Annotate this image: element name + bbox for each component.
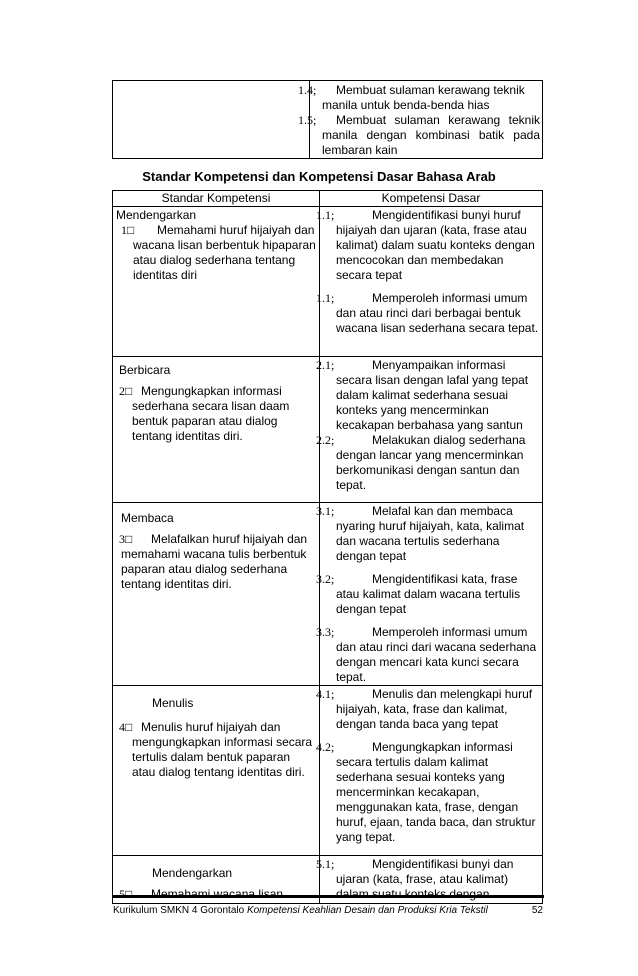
kd-number: 3.1; <box>316 504 335 518</box>
sk-cell <box>113 686 320 856</box>
sk-number: 5□ <box>119 887 133 901</box>
table-header-row <box>113 191 543 207</box>
kd-text: Mengidentifikasi bunyi huruf hijaiyah dan ujaran (kata, frase atau kalimat) dalam suatu konteks dengan mencocokan dan membedakan secara tepat <box>336 208 535 282</box>
kd-number: 1.1; <box>316 291 335 305</box>
kd-number: 2.2; <box>316 433 335 447</box>
sk-item <box>119 720 316 780</box>
competency-table <box>112 190 543 904</box>
sk-item <box>119 532 316 592</box>
kd-item <box>316 208 542 283</box>
kd-text: Melakukan dialog sederhana dengan lancar yang mencerminkan berkomunikasi dengan santun dan tepat. <box>336 433 526 492</box>
kd-number: 3.2; <box>316 572 335 586</box>
continuation-table <box>112 80 543 159</box>
sk-text: Memahami huruf hijaiyah dan wacana lisan berbentuk hipaparan atau dialog sederhana tentang identitas diri <box>133 223 316 282</box>
sk-text: Memahami wacana lisan <box>151 887 284 901</box>
kd-text: Membuat sulaman kerawang teknik manila untuk benda-benda hias <box>322 83 525 112</box>
table-row <box>113 686 543 856</box>
kd-text: Mengidentifikasi bunyi dan ujaran (kata, frase, atau kalimat) dalam suatu konteks dengan <box>336 857 514 901</box>
sk-cell <box>113 207 320 357</box>
table-row <box>113 207 543 357</box>
kd-item <box>316 740 542 845</box>
kd-text: Mengidentifikasi kata, frase atau kalimat dalam wacana tertulis dengan tepat <box>336 572 521 616</box>
sk-heading: Mendengarkan <box>152 866 233 880</box>
kd-number: 3.3; <box>316 625 335 639</box>
empty-cell <box>113 81 310 159</box>
kd-text: Memperoleh informasi umum dan atau rinci dari wacana sederhana dengan mencari kata kunci secara tepat. <box>336 625 537 684</box>
kd-item <box>298 83 542 113</box>
sk-cell <box>113 357 320 503</box>
kd-text: Melafal kan dan membaca nyaring huruf hijaiyah, kata, kalimat dan wacana tertulis sederhana dengan tepat <box>336 504 525 563</box>
table-row <box>113 503 543 686</box>
footer-rule <box>112 895 544 898</box>
sk-cell <box>113 503 320 686</box>
kd-text: Membuat sulaman kerawang teknik manila dengan kombinasi batik pada lembaran kain <box>322 113 540 157</box>
kd-item <box>316 433 542 493</box>
footer-italic: Kompetensi Keahlian Desain dan Produksi Kria Tekstil <box>246 905 488 916</box>
sk-heading: Berbicara <box>119 363 171 377</box>
kd-cell <box>316 503 543 686</box>
kd-text: Menulis dan melengkapi huruf hijaiyah, kata, frase dan kalimat, dengan tanda baca yang tepat <box>336 687 533 731</box>
kd-item <box>316 625 542 685</box>
kd-text: Memperoleh informasi umum dan atau rinci dari berbagai bentuk wacana lisan sederhana secara tepat. <box>336 291 539 335</box>
kd-number: 1.5; <box>298 113 317 127</box>
sk-text: Melafalkan huruf hijaiyah dan memahami wacana tulis berbentuk paparan atau dialog sederhana tentang identitas diri. <box>121 532 308 591</box>
sk-text: Mengungkapkan informasi sederhana secara lisan daam bentuk paparan atau dialog tentang identitas diri. <box>132 384 290 443</box>
footer-left: Kurikulum SMKN 4 Gorontalo <box>113 905 245 916</box>
page-footer <box>113 905 543 916</box>
sk-number: 1□ <box>121 223 135 237</box>
table-row <box>113 357 543 503</box>
kd-number: 2.1; <box>316 358 335 372</box>
header-kd: Kompetensi Dasar <box>320 191 543 207</box>
kd-text: Mengungkapkan informasi secara tertulis dalam kalimat sederhana sesuai konteks yang mencerminkan kecakapan, menggunakan kata, frase, dengan huruf, ejaan, tanda baca, dan struktur yang tepat. <box>336 740 536 844</box>
sk-number: 4□ <box>119 720 133 734</box>
sk-heading: Membaca <box>121 511 174 525</box>
kd-number: 1.4; <box>298 83 317 97</box>
kd-cell <box>316 357 543 503</box>
kd-item <box>316 572 542 617</box>
section-title: Standar Kompetensi dan Kompetensi Dasar Bahasa Arab <box>142 169 496 184</box>
kd-item <box>298 113 542 158</box>
kd-number: 5.1; <box>316 857 335 871</box>
sk-number: 2□ <box>119 384 133 398</box>
kd-item <box>316 358 542 433</box>
sk-item <box>119 384 316 444</box>
sk-number: 3□ <box>119 532 133 546</box>
kd-cell <box>298 81 543 159</box>
sk-item <box>121 223 316 283</box>
header-sk: Standar Kompetensi <box>113 191 320 207</box>
kd-number: 1.1; <box>316 208 335 222</box>
kd-item <box>316 504 542 564</box>
kd-item <box>316 687 542 732</box>
kd-text: Menyampaikan informasi secara lisan dengan lafal yang tepat dalam kalimat sederhana sesuai konteks yang mencerminkan kecakapan berbahasa yang santun <box>336 358 529 432</box>
sk-text: Menulis huruf hijaiyah dan mengungkapkan informasi secara tertulis dalam bentuk paparan atau dialog tentang identitas diri. <box>132 720 313 779</box>
kd-item <box>316 291 542 336</box>
kd-cell <box>316 207 543 357</box>
kd-number: 4.1; <box>316 687 335 701</box>
sk-heading: Mendengarkan <box>116 208 197 222</box>
kd-number: 4.2; <box>316 740 335 754</box>
page-number: 52 <box>531 905 543 916</box>
kd-cell <box>316 686 543 856</box>
sk-heading: Menulis <box>152 696 194 710</box>
